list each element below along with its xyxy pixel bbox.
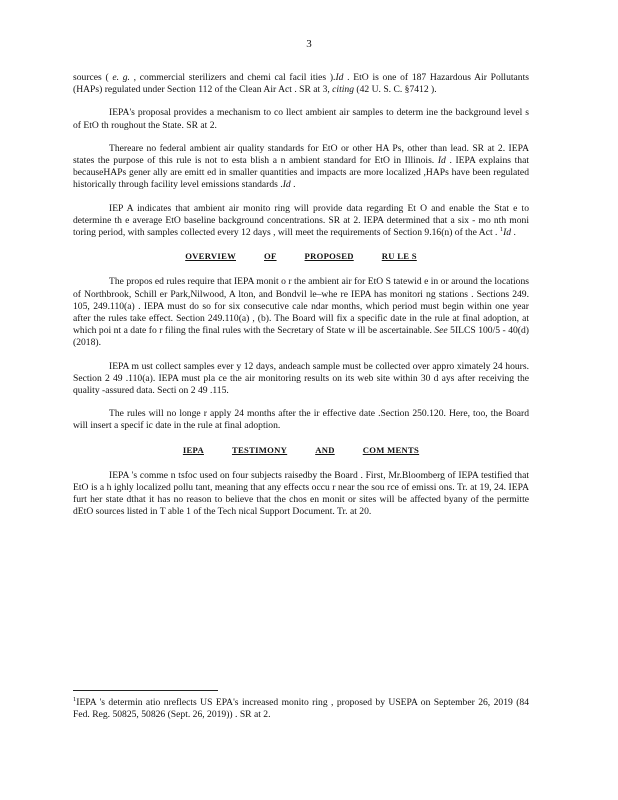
paragraph-1: sources ( e. g. , commercial sterilizers and chemi cal facil ities ).Id . EtO is one of 187 Hazardous Air Pollutants (HAPs) regulated under Section 112 of the Clean Air Act . SR at 3, citing (42 U. S. C. §7412 ).: [73, 72, 530, 96]
paragraph-2: IEPA's proposal provides a mechanism to co llect ambient air samples to determ ine the background level s of EtO th roughout the State. SR at 2.: [73, 107, 529, 131]
body-text: [73, 72, 529, 530]
footnote-marker: 1: [73, 695, 77, 703]
footnote-reference: 1: [499, 225, 504, 233]
footnote-text: IEPA 's determin atio nreflects US EPA's increased monito ring , proposed by USEPA on September 26, 2019 (84 Fed. Reg. 50825, 50826 (Sept. 26, 2019)) . SR at 2.: [73, 697, 529, 721]
paragraph-6: IEPA m ust collect samples ever y 12 days, andeach sample must be collected over appro ximately 24 hours. Section 2 49 .110(a). IEPA must pla ce the air monitoring results on its web site within 30 d ays after receiving the quality -assured data. Secti on 2 49 .115.: [73, 360, 529, 397]
footnote: [73, 697, 529, 721]
paragraph-5: The propos ed rules require that IEPA monit o r the ambient air for EtO S tatewid e in or around the locations of Northbrook, Schill er Park,Nilwood, A lton, and Bondvil le–whe re IEPA has monitori ng stations . Sections 249. 105, 249.110(a) . IEPA must do so for six consecutive cale ndar months, which period must begin within one year after the rules take effect. Section 249.110(a) , (b). The Board will fix a specific date in the rule at final adoption, at which poi nt a date fo r filing the final rules with the Secretary of State w ill be ascertainable. See 5ILCS 100/5 - 40(d) (2018).: [73, 276, 529, 349]
paragraph-8: IEPA 's comme n tsfoc used on four subjects raisedby the Board . First, Mr.Bloomberg of IEPA testified that EtO is a h ighly localized pollu tant, meaning that any effects occu r near the sou rce of emissi ons. Tr. at 19, 24. IEPA furt her state dthat it has no reason to believe that the chos en monit or sites will be affected byany of the permitte dEtO sources listed in T able 1 of the Tech nical Support Document. Tr. at 20.: [73, 469, 529, 518]
section-heading-testimony: IEPA TESTIMONY AND COM MENTS: [182, 444, 420, 455]
footnote-divider: [73, 690, 218, 691]
paragraph-3: Thereare no federal ambient air quality standards for EtO or other HA Ps, other than lead. SR at 2. IEPA states the purpose of this rule is not to esta blish a n ambient standard for EtO in Illinois. Id . IEPA explains that becauseHAPs gener ally are emitt ed in smaller quantities and impacts are more localized ,HAPs have been regulated historically through facility level emissions standards .Id .: [73, 142, 529, 191]
paragraph-4: IEP A indicates that ambient air monito ring will provide data regarding Et O and enable the Stat e to determine th e average EtO baseline background concentrations. SR at 2. IEPA determined that a six - mo nth moni toring period, with samples collected every 12 days , will meet the requirements of Section 9.16(n) of the Act . $^1$Id .: [73, 202, 529, 239]
section-heading-overview: OVERVIEW OF PROPOSED RU LE S: [185, 251, 417, 262]
paragraph-7: The rules will no longe r apply 24 months after the ir effective date .Section 250.120. Here, too, the Board will insert a specif ic date in the rule at final adoption.: [73, 408, 529, 432]
page-number: 3: [306, 38, 312, 50]
